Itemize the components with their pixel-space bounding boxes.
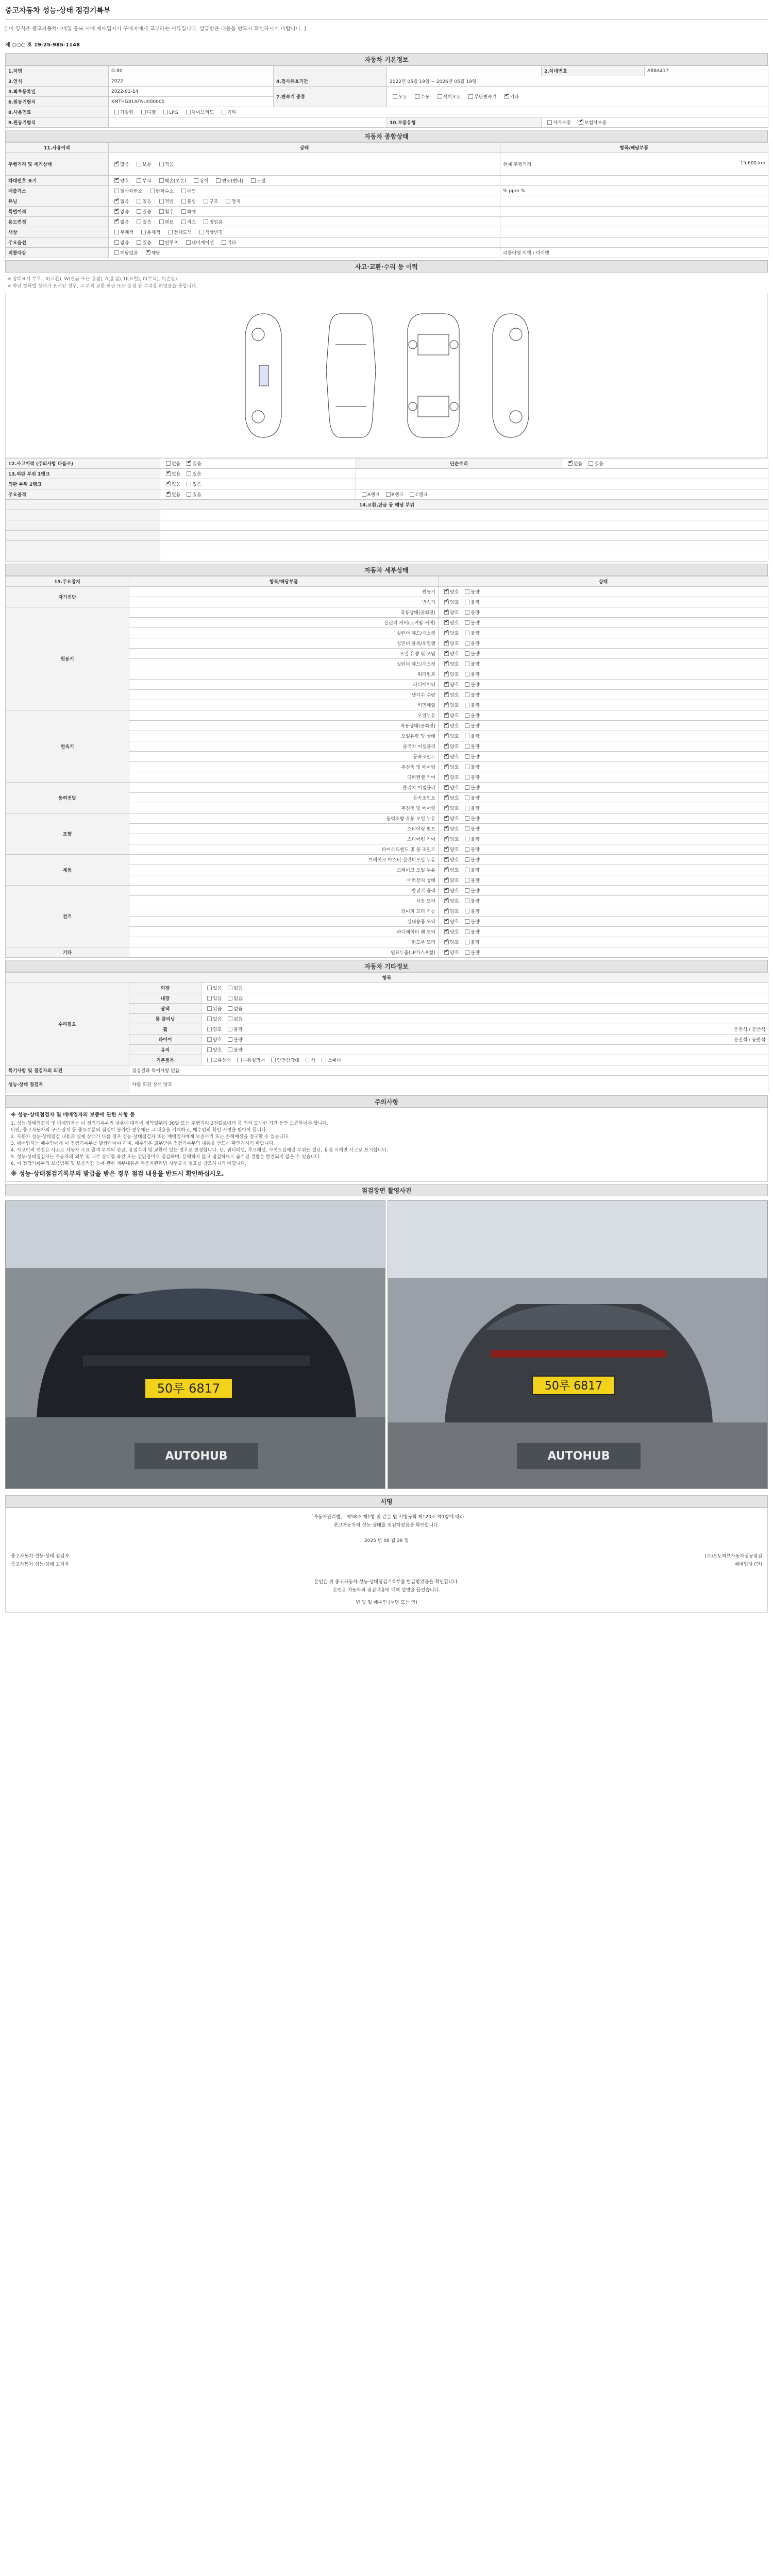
cautions-foot: ※ 성능·상태점검기록부의 발급을 받은 경우 점검 내용을 반드시 확인하십시오. [11, 1170, 224, 1177]
inspector-name: (주)오토허브자동차성능점검 [704, 1554, 762, 1559]
checkbox-icon [465, 940, 469, 944]
checkbox-checked-icon [444, 610, 449, 615]
detail-row [6, 783, 768, 793]
detail-item-label: 스티어링 기어 [129, 834, 439, 844]
checkbox-checked-icon [579, 120, 583, 125]
general-row-note [500, 238, 768, 248]
section-general-title: 자동차 종합상태 [5, 130, 768, 142]
detail-item-label: 브레이크 마스터 실린더오일 누유 [129, 855, 439, 865]
value-year: 2022 [109, 76, 274, 87]
transmission-options [387, 87, 768, 107]
transmission-option: 수동 [412, 93, 429, 100]
general-row-note: % ppm % [500, 186, 768, 196]
checkbox-checked-icon [444, 765, 449, 769]
checkbox-checked-icon [444, 878, 449, 883]
detail-item-label: 냉각수 수량 [129, 690, 439, 700]
detail-item-label: 시동 모터 [129, 896, 439, 906]
detail-item-label: 실린더 헤드/개스킷 [129, 659, 439, 669]
detail-item-label: 추진축 및 베어링 [129, 803, 439, 814]
detail-item-state: ✔ 양호 불량 [439, 834, 768, 844]
checkbox-icon [465, 703, 469, 707]
detail-item-label: 타이로드엔드 및 볼 조인트 [129, 844, 439, 855]
general-row-note [500, 217, 768, 227]
general-row-label: 리콜대상 [6, 248, 109, 258]
detail-item-state: ✔ 양호 불량 [439, 886, 768, 896]
general-row-label: 차대번호 표기 [6, 176, 109, 186]
checkbox-checked-icon [444, 692, 449, 697]
detail-item-state: ✔ 양호 불량 [439, 607, 768, 618]
checkbox-icon [465, 857, 469, 862]
general-row-options: 무채색 유채색 전체도색 색상변경 [109, 227, 500, 238]
detail-item-label: 연료누출(LP가스포함) [129, 947, 439, 958]
detail-item-state: ✔ 양호 불량 [439, 700, 768, 710]
checkbox-icon [465, 929, 469, 934]
detail-item-label: 등속조인트 [129, 752, 439, 762]
checkbox-checked-icon [444, 723, 449, 728]
checkbox-checked-icon [444, 734, 449, 738]
section-detail-title: 자동차 세부상태 [5, 564, 768, 576]
detail-head-state: 상태 [439, 577, 768, 587]
plate-number-front: 50루 6817 [157, 1381, 221, 1396]
detail-row [6, 607, 768, 618]
signature-block: 「자동차관리법」 제58조 제1항 및 같은 법 시행규칙 제120조 제1항에 따라 중고자동차의 성능·상태를 점검하였음을 확인합니다. 2025 년 08 월 26 일 중고자동차 성능·상태 점검자 (주)오토허브자동차성능점검 중고자동차 성능·상태 고지자 매매업자 (인) 본인은 위 중고자동차 성능·상태점검기록부를 발급받았음을 확인합니다. 본인은 자동차의 점검내용에 대해 설명을 들었습니다. 년 월 일 매수인 (서명 또는 인) [5, 1507, 768, 1613]
opinion-label: 특기사항 및 점검자의 의견 [6, 1065, 129, 1076]
label-engine: 9.원동기형식 [6, 117, 109, 128]
value-first-registration: 2022-01-14 [109, 87, 274, 97]
checkbox-checked-icon [444, 589, 449, 594]
label-year: 3.연식 [6, 76, 109, 87]
checkbox-checked-icon [444, 785, 449, 790]
general-row-note [500, 227, 768, 238]
general-row-options: ✔ 없음 있음 적법 불법 구조 장치 [109, 196, 500, 207]
detail-item-state: ✔ 양호 불량 [439, 597, 768, 607]
detail-item-state: ✔ 양호 불량 [439, 896, 768, 906]
value-engine-type: KMTHG81AFNU000000 [109, 97, 274, 107]
detail-item-state: ✔ 양호 불량 [439, 741, 768, 752]
label-engine-type: 6.원동기형식 [6, 97, 109, 107]
warranty-options: 자가보증 ✔ 보험사보증 [542, 117, 768, 128]
detail-group-label: 변속기 [6, 710, 129, 783]
checkbox-icon [465, 806, 469, 810]
checkbox-checked-icon [444, 899, 449, 903]
owner-value: 차량 외관 상태 양호 [129, 1076, 768, 1093]
detail-item-state: ✔ 양호 불량 [439, 752, 768, 762]
checkbox-icon [465, 662, 469, 666]
label-first-registration: 5.최초등록일 [6, 87, 109, 97]
checkbox-icon [465, 837, 469, 841]
checkbox-checked-icon [444, 713, 449, 718]
checkbox-icon [465, 744, 469, 749]
general-row-options: ✔ 많음 보통 적음 [109, 153, 500, 176]
general-row-options: 없음 있음 썬루프 네비게이션 기타 [109, 238, 500, 248]
detail-table [5, 576, 768, 958]
accident-row-label: 13.외판 부위 1랭크 [6, 469, 160, 479]
checkbox-icon [465, 713, 469, 718]
detail-group-label: 동력전달 [6, 783, 129, 814]
car-outline-icon [6, 293, 768, 457]
checkbox-checked-icon [444, 703, 449, 707]
section-photos-title: 점검장면 촬영사진 [5, 1184, 768, 1196]
checkbox-checked-icon [444, 857, 449, 862]
car-rear-image [388, 1201, 768, 1489]
detail-head-device: 15.주요장치 [6, 577, 129, 587]
checkbox-icon [465, 692, 469, 697]
detail-item-state: ✔ 양호 불량 [439, 618, 768, 628]
checkbox-icon [186, 110, 191, 114]
detail-item-state: ✔ 양호 불량 [439, 587, 768, 597]
detail-item-label: 오일 유량 및 오염 [129, 649, 439, 659]
checkbox-checked-icon [444, 651, 449, 656]
detail-row [6, 814, 768, 824]
section-accident-title: 사고·교환·수리 등 이력 [5, 260, 768, 273]
accident-legend: ※ 상태표시 부호 : X(교환), W(판금 또는 용접), A(흠집), U(요철), C(부식), T(손상) ※ 하단 항목별 상태가 표시된 경우, 그 부위 교환·판금 또는 용접 등 수리를 하였음을 뜻합니다. [7, 277, 198, 289]
checkbox-icon [465, 651, 469, 656]
detail-item-state: ✔ 양호 불량 [439, 649, 768, 659]
detail-group-label: 자기진단 [6, 587, 129, 607]
checkbox-icon [465, 950, 469, 955]
checkbox-icon [114, 110, 119, 114]
value-inspection-period: 2022년 05월 19일 ~ 2026년 05월 19일 [387, 76, 768, 87]
checkbox-icon [465, 909, 469, 913]
checkbox-icon [141, 110, 146, 114]
checkbox-icon [465, 816, 469, 821]
detail-item-label: 발전기 출력 [129, 886, 439, 896]
general-row-label: 주행거리 및 계기상태 [6, 153, 109, 176]
brand-logo-front: AUTOHUB [165, 1450, 228, 1463]
label-fuel: 8.사용연료 [6, 107, 109, 117]
signature-date: 2025 년 08 월 26 일 [364, 1538, 409, 1544]
owner-label: 성능·상태 점검자 [6, 1076, 129, 1093]
detail-item-label: 윈도우 모터 [129, 937, 439, 947]
checkbox-icon [465, 919, 469, 924]
general-row-note [500, 176, 768, 186]
label-car-name: 1.차명 [6, 66, 109, 76]
general-head-state: 상태 [109, 143, 500, 153]
checkbox-icon [465, 672, 469, 676]
car-front-image [6, 1201, 385, 1489]
checkbox-checked-icon [444, 816, 449, 821]
checkbox-checked-icon [444, 641, 449, 646]
accident-table: 12.사고이력 (주의사항 다음조) 없음✔ 있음 단순수리 ✔ 없음 있음 13.외판 부위 1랭크 ✔ 없음 있음 외판 부위 2랭크 ✔ 없음 있음 주요골격 ✔ 없음 있음 A랭크 B랭크 C랭크 14.교환,판금 등 해당 부위 [5, 458, 768, 562]
checkbox-checked-icon [444, 950, 449, 955]
checkbox-checked-icon [444, 868, 449, 872]
checkbox-icon [465, 899, 469, 903]
detail-item-label: 와이퍼 모터 기능 [129, 906, 439, 917]
detail-item-label: 오일유량 및 상태 [129, 731, 439, 741]
front-photo [5, 1200, 385, 1489]
checkbox-icon [438, 94, 442, 99]
detail-row [6, 587, 768, 597]
car-diagram [5, 293, 768, 458]
checkbox-checked-icon [444, 919, 449, 924]
cautions-head: ※ 성능·상태점검자 및 매매업자의 보증에 관한 사항 등 [11, 1112, 135, 1118]
section-signature-title: 서명 [5, 1495, 768, 1507]
general-head-usage: 11.사용이력 [6, 143, 109, 153]
general-row-options: 일산화탄소 탄화수소 매연 [109, 186, 500, 196]
general-row-note [500, 196, 768, 207]
detail-item-state: ✔ 양호 불량 [439, 731, 768, 741]
detail-item-label: 변속기 [129, 597, 439, 607]
detail-item-label: 스티어링 펌프 [129, 824, 439, 834]
general-row-options: ✔ 없음 있음 침수 화재 [109, 207, 500, 217]
cautions-block: ※ 성능·상태점검자 및 매매업자의 보증에 관한 사항 등 1. 성능·상태점검자 및 매매업자는 이 점검기록부의 내용에 대하여 계약일부터 30일 또는 주행거리 2천킬로미터 중 먼저 도래한 기간 동안 보증하여야 합니다. 다만, 중고자동차의 구조·장치 등 중요부분의 점검이 불가한 경우에는 그 내용을 기재하고, 매수인의 확인 서명을 받아야 합니다. 2. 자동차 성능·상태점검 내용과 실제 상태가 다를 경우 성능·상태점검자 또는 매매업자에게 보증수리 또는 손해배상을 청구할 수 있습니다. 3. 매매업자는 매수인에게 이 점검기록부를 발급하여야 하며, 매수인은 교부받은 점검기록부의 내용을 반드시 확인하시기 바랍니다. 4. 사고이력 인정은 사고로 자동차 주요 골격 부위의 판금, 용접수리 및 교환이 있는 경우로 한정합니다. 단, 쿼터패널, 루프패널, 사이드실패널 부위는 절단, 용접 시에만 사고로 표기합니다. 5. 성능·상태점검자는 자동차의 외부 및 내부 상태를 육안 또는 진단장비로 점검하며, 분해하지 않고 점검하므로 숨겨진 결함은 발견되지 않을 수 있습니다. 6. 이 점검기록부의 보증범위 및 보증기간 등에 관한 세부내용은 자동차관리법 시행규칙 별표를 참조하시기 바랍니다. ※ 성능·상태점검기록부의 발급을 받은 경우 점검 내용을 반드시 확인하십시오. [5, 1108, 768, 1182]
accident-parts-title: 14.교환,판금 등 해당 부위 [6, 500, 768, 510]
plate-number-rear: 50루 6817 [544, 1380, 603, 1393]
checkbox-checked-icon [444, 806, 449, 810]
checkbox-checked-icon [444, 837, 449, 841]
checkbox-checked-icon [444, 775, 449, 779]
detail-item-state: ✔ 양호 불량 [439, 865, 768, 875]
checkbox-icon [465, 826, 469, 831]
checkbox-icon [465, 888, 469, 893]
detail-item-state: ✔ 양호 불량 [439, 917, 768, 927]
detail-item-state: ✔ 양호 불량 [439, 803, 768, 814]
checkbox-checked-icon [444, 600, 449, 604]
checkbox-icon [465, 847, 469, 852]
label-first-reg: 2.차대번호 [542, 66, 645, 76]
checkbox-icon [465, 785, 469, 790]
detail-item-state: ✔ 양호 불량 [439, 927, 768, 937]
checkbox-checked-icon [444, 620, 449, 625]
checkbox-checked-icon [444, 909, 449, 913]
basic-info-table [5, 65, 768, 128]
general-row-options: ✔ 없음 있음 렌트 리스 영업용 [109, 217, 500, 227]
detail-item-label: 동력조향 작동 오일 누유 [129, 814, 439, 824]
checkbox-icon [465, 610, 469, 615]
checkbox-checked-icon [444, 682, 449, 687]
general-row-label: 색상 [6, 227, 109, 238]
detail-group-label: 원동기 [6, 607, 129, 710]
buyer-signature-line: 년 월 일 매수인 (서명 또는 인) [356, 1600, 417, 1605]
value-vin: AB8A417 [645, 66, 768, 76]
detail-item-label: 커먼레일 [129, 700, 439, 710]
document-notice: [ 이 양식은 중고자동차매매업 등록 시에 매매업자가 구매자에게 교부하는 서류입니다. 발급받은 내용을 반드시 확인하시기 바랍니다. ] [5, 26, 306, 32]
checkbox-icon [465, 775, 469, 779]
checkbox-icon [222, 110, 226, 114]
detail-item-state: ✔ 양호 불량 [439, 659, 768, 669]
transmission-option: 오토 [390, 93, 407, 100]
label-warranty: 10.보증유형 [387, 117, 542, 128]
checkbox-icon [465, 682, 469, 687]
detail-row [6, 886, 768, 896]
opinion-value: 점검결과 특이사항 없음 [129, 1065, 768, 1076]
document-title: 중고자동차 성능·상태 점검기록부 [5, 4, 768, 20]
detail-item-state: ✔ 양호 불량 [439, 824, 768, 834]
dealer-name: 매매업자 (인) [734, 1562, 762, 1567]
checkbox-checked-icon [444, 744, 449, 749]
checkbox-icon [393, 94, 397, 99]
other-head: 항목 [6, 973, 768, 983]
detail-item-state: ✔ 양호 불량 [439, 680, 768, 690]
detail-group-label: 전기 [6, 886, 129, 947]
detail-item-state: ✔ 양호 불량 [439, 690, 768, 700]
detail-item-label: 실린더 커버(로커암 커버) [129, 618, 439, 628]
general-head-items: 항목/해당부품 [500, 143, 768, 153]
checkbox-icon [465, 631, 469, 635]
detail-item-state: ✔ 양호 불량 [439, 710, 768, 721]
detail-item-label: 클러치 어셈블리 [129, 741, 439, 752]
checkbox-checked-icon [444, 888, 449, 893]
detail-item-label: 브레이크 오일 누유 [129, 865, 439, 875]
detail-row [6, 855, 768, 865]
general-row-note [500, 207, 768, 217]
detail-item-label: 실내송풍 모터 [129, 917, 439, 927]
checkbox-icon [465, 734, 469, 738]
detail-item-label: 원동기 [129, 587, 439, 597]
detail-item-state: ✔ 양호 불량 [439, 814, 768, 824]
general-row-options: 해당없음 ✔ 해당 [109, 248, 500, 258]
accident-simple-repair-label: 단순수리 [356, 459, 562, 469]
detail-item-state: ✔ 양호 불량 [439, 937, 768, 947]
general-row-note: 리콜이행 이행 / 미이행 [500, 248, 768, 258]
section-cautions-title: 주의사항 [5, 1095, 768, 1108]
detail-item-state: ✔ 양호 불량 [439, 762, 768, 772]
general-row-note: 현재 주행거리 15,600 km [500, 153, 768, 176]
detail-item-label: 배력장치 상태 [129, 875, 439, 886]
transmission-option: 무단변속기 [465, 93, 496, 100]
detail-item-state: ✔ 양호 불량 [439, 721, 768, 731]
transmission-option: 세미오토 [434, 93, 461, 100]
detail-item-label: 추진축 및 베어링 [129, 762, 439, 772]
general-row-label: 용도변경 [6, 217, 109, 227]
checkbox-checked-icon [444, 662, 449, 666]
checkbox-checked-icon [444, 795, 449, 800]
fuel-options: 가솔린 디젤 LPG 하이브리드 기타 [109, 107, 768, 117]
accident-row-label: 12.사고이력 (주의사항 다음조) [6, 459, 160, 469]
detail-item-label: 라디에이터 [129, 680, 439, 690]
other-table: 항목 수리필요 외장 있음 없음 내장 있음 없음 광택 있음 없음 룸 클리닝 있음 없음 휠 양호 불량 운전석 / 동반석 타이어 양호 불량 운전석 / 동반석 유리 양호 불량 기본품목 보유상태 사용설명서 안전삼각대 잭 스패너 특기사항 및 점검자의 의견 점검결과 특이사항 없음 성능·상태 점검자 차량 외관 상태 양호 [5, 972, 768, 1093]
detail-item-state: ✔ 양호 불량 [439, 669, 768, 680]
detail-group-label: 조향 [6, 814, 129, 855]
detail-item-state: ✔ 양호 불량 [439, 793, 768, 803]
checkbox-icon [465, 641, 469, 646]
label-inspection-period: 4.검사유효기간 [274, 76, 387, 87]
photo-row [5, 1196, 768, 1493]
detail-item-label: 라디에이터 팬 모터 [129, 927, 439, 937]
checkbox-icon [465, 589, 469, 594]
section-basic-title: 자동차 기본정보 [5, 53, 768, 65]
checkbox-icon [465, 620, 469, 625]
checkbox-icon [465, 795, 469, 800]
general-row-options: ✔ 양호 부식 훼손(오손) 상이 변조(변타) 도말 [109, 176, 500, 186]
detail-item-label: 실린더 헤드/개스킷 [129, 628, 439, 638]
checkbox-checked-icon [444, 929, 449, 934]
accident-row-label: 외판 부위 2랭크 [6, 479, 160, 489]
detail-item-label: 워터펌프 [129, 669, 439, 680]
checkbox-icon [465, 600, 469, 604]
checkbox-checked-icon [444, 847, 449, 852]
section-other-title: 자동차 기타정보 [5, 960, 768, 972]
general-row-label: 배출가스 [6, 186, 109, 196]
detail-row [6, 947, 768, 958]
detail-row [6, 710, 768, 721]
detail-item-state: ✔ 양호 불량 [439, 947, 768, 958]
detail-item-label: 작동상태(공회전) [129, 721, 439, 731]
checkbox-icon [465, 868, 469, 872]
checkbox-icon [415, 94, 419, 99]
detail-item-state: ✔ 양호 불량 [439, 906, 768, 917]
detail-item-state: ✔ 양호 불량 [439, 875, 768, 886]
detail-item-label: 클러치 어셈블리 [129, 783, 439, 793]
detail-item-state: ✔ 양호 불량 [439, 638, 768, 649]
detail-item-state: ✔ 양호 불량 [439, 783, 768, 793]
checkbox-icon [465, 723, 469, 728]
detail-item-state: ✔ 양호 불량 [439, 855, 768, 865]
detail-item-label: 실린더 블록/오일팬 [129, 638, 439, 649]
checkbox-checked-icon [444, 940, 449, 944]
checkbox-checked-icon [444, 672, 449, 676]
checkbox-icon [163, 110, 168, 114]
checkbox-icon [465, 765, 469, 769]
detail-item-state: ✔ 양호 불량 [439, 628, 768, 638]
checkbox-checked-icon [444, 826, 449, 831]
value-car-name: G-80 [109, 66, 274, 76]
detail-item-label: 작동상태(공회전) [129, 607, 439, 618]
detail-item-label: 오일누유 [129, 710, 439, 721]
general-row-label: 특별이력 [6, 207, 109, 217]
general-row-label: 주요옵션 [6, 238, 109, 248]
detail-item-state: ✔ 양호 불량 [439, 772, 768, 783]
checkbox-icon [468, 94, 473, 99]
brand-logo-rear: AUTOHUB [547, 1450, 610, 1463]
checkbox-checked-icon [444, 631, 449, 635]
detail-item-state: ✔ 양호 불량 [439, 844, 768, 855]
document-number: 제 ○○○ 호 19-25-985-1148 [5, 42, 80, 48]
label-transmission: 7.변속기 종류 [274, 87, 387, 107]
detail-item-label: 디퍼렌셜 기어 [129, 772, 439, 783]
detail-item-label: 등속조인트 [129, 793, 439, 803]
checkbox-icon [465, 754, 469, 759]
detail-group-label: 기타 [6, 947, 129, 958]
checkbox-icon [465, 878, 469, 883]
general-row-label: 튜닝 [6, 196, 109, 207]
detail-group-label: 제동 [6, 855, 129, 886]
checkbox-checked-icon [444, 754, 449, 759]
checkbox-icon [547, 120, 552, 125]
accident-row-label: 주요골격 [6, 489, 160, 500]
general-status-table [5, 142, 768, 258]
rear-photo [388, 1200, 768, 1489]
detail-head-item: 항목/해당부품 [129, 577, 439, 587]
checkbox-checked-icon [505, 94, 509, 99]
transmission-option: ✔ 기타 [501, 93, 519, 100]
